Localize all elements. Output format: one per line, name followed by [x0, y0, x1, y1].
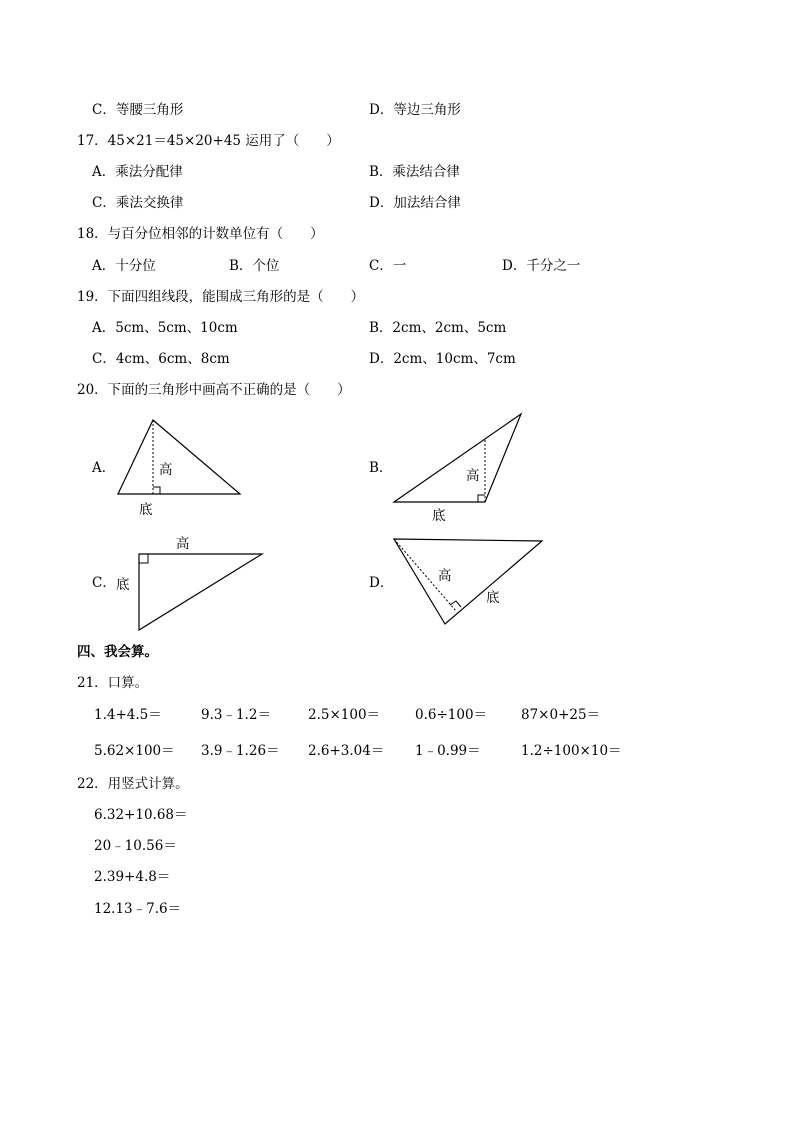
vertical-calc-item: 6.32+10.68＝: [94, 807, 188, 823]
q16-option-c: C．等腰三角形: [92, 102, 184, 118]
triangle-figure-c: [112, 533, 267, 633]
q18-option-b: B．个位: [229, 258, 280, 274]
calc-item: 87×0+25＝: [521, 707, 601, 723]
q17-option-a: A．乘法分配律: [92, 164, 183, 180]
q19-stem: 19．下面四组线段，能围成三角形的是（ ）: [77, 289, 365, 305]
calc-item: 1.2÷100×10＝: [521, 743, 622, 759]
calc-item: 2.5×100＝: [308, 707, 381, 723]
height-label: 高: [176, 536, 190, 552]
base-label: 底: [139, 502, 153, 518]
q17-option-b: B．乘法结合律: [369, 164, 460, 180]
vertical-calc-item: 2.39+4.8＝: [94, 869, 171, 885]
calc-item: 1.4+4.5＝: [94, 707, 162, 723]
q21-stem: 21．口算。: [77, 675, 149, 691]
vertical-calc-item: 20﹣10.56＝: [94, 838, 177, 854]
q20-label-a: A．: [92, 460, 116, 476]
triangle-figure-d: [390, 535, 545, 630]
base-label: 底: [486, 590, 500, 606]
q20-label-c: C．: [92, 575, 116, 591]
calc-item: 5.62×100＝: [94, 743, 175, 759]
q17-option-d: D．加法结合律: [369, 195, 461, 211]
q17-option-c: C．乘法交换律: [92, 195, 184, 211]
q19-option-a: A．5cm、5cm、10cm: [92, 320, 238, 336]
q17-stem: 17．45×21＝45×20+45 运用了（ ）: [77, 133, 340, 149]
q20-stem: 20．下面的三角形中画高不正确的是（ ）: [77, 382, 351, 398]
base-label: 底: [432, 508, 446, 524]
vertical-calc-item: 12.13﹣7.6＝: [94, 901, 182, 917]
height-label: 高: [159, 462, 173, 478]
q20-label-b: B．: [369, 460, 393, 476]
calc-item: 1﹣0.99＝: [415, 743, 481, 759]
q16-option-d: D．等边三角形: [369, 102, 461, 118]
q18-option-c: C．一: [369, 258, 407, 274]
section-title: 四、我会算。: [77, 644, 158, 660]
q19-option-d: D．2cm、10cm、7cm: [369, 351, 516, 367]
calc-item: 9.3﹣1.2＝: [201, 707, 271, 723]
q22-stem: 22．用竖式计算。: [77, 776, 189, 792]
q18-stem: 18．与百分位相邻的计数单位有（ ）: [77, 226, 324, 242]
height-label: 高: [438, 568, 452, 584]
calc-item: 3.9﹣1.26＝: [201, 743, 280, 759]
q18-option-a: A．十分位: [92, 258, 156, 274]
triangle-figure-a: [115, 414, 245, 526]
q19-option-c: C．4cm、6cm、8cm: [92, 351, 230, 367]
q20-label-d: D．: [369, 575, 394, 591]
calc-item: 2.6+3.04＝: [308, 743, 385, 759]
height-label: 高: [466, 468, 480, 484]
base-label: 底: [116, 577, 130, 593]
q18-option-d: D．千分之一: [502, 258, 581, 274]
q19-option-b: B．2cm、2cm、5cm: [369, 320, 507, 336]
triangle-figure-b: [390, 410, 525, 528]
calc-item: 0.6÷100＝: [415, 707, 488, 723]
